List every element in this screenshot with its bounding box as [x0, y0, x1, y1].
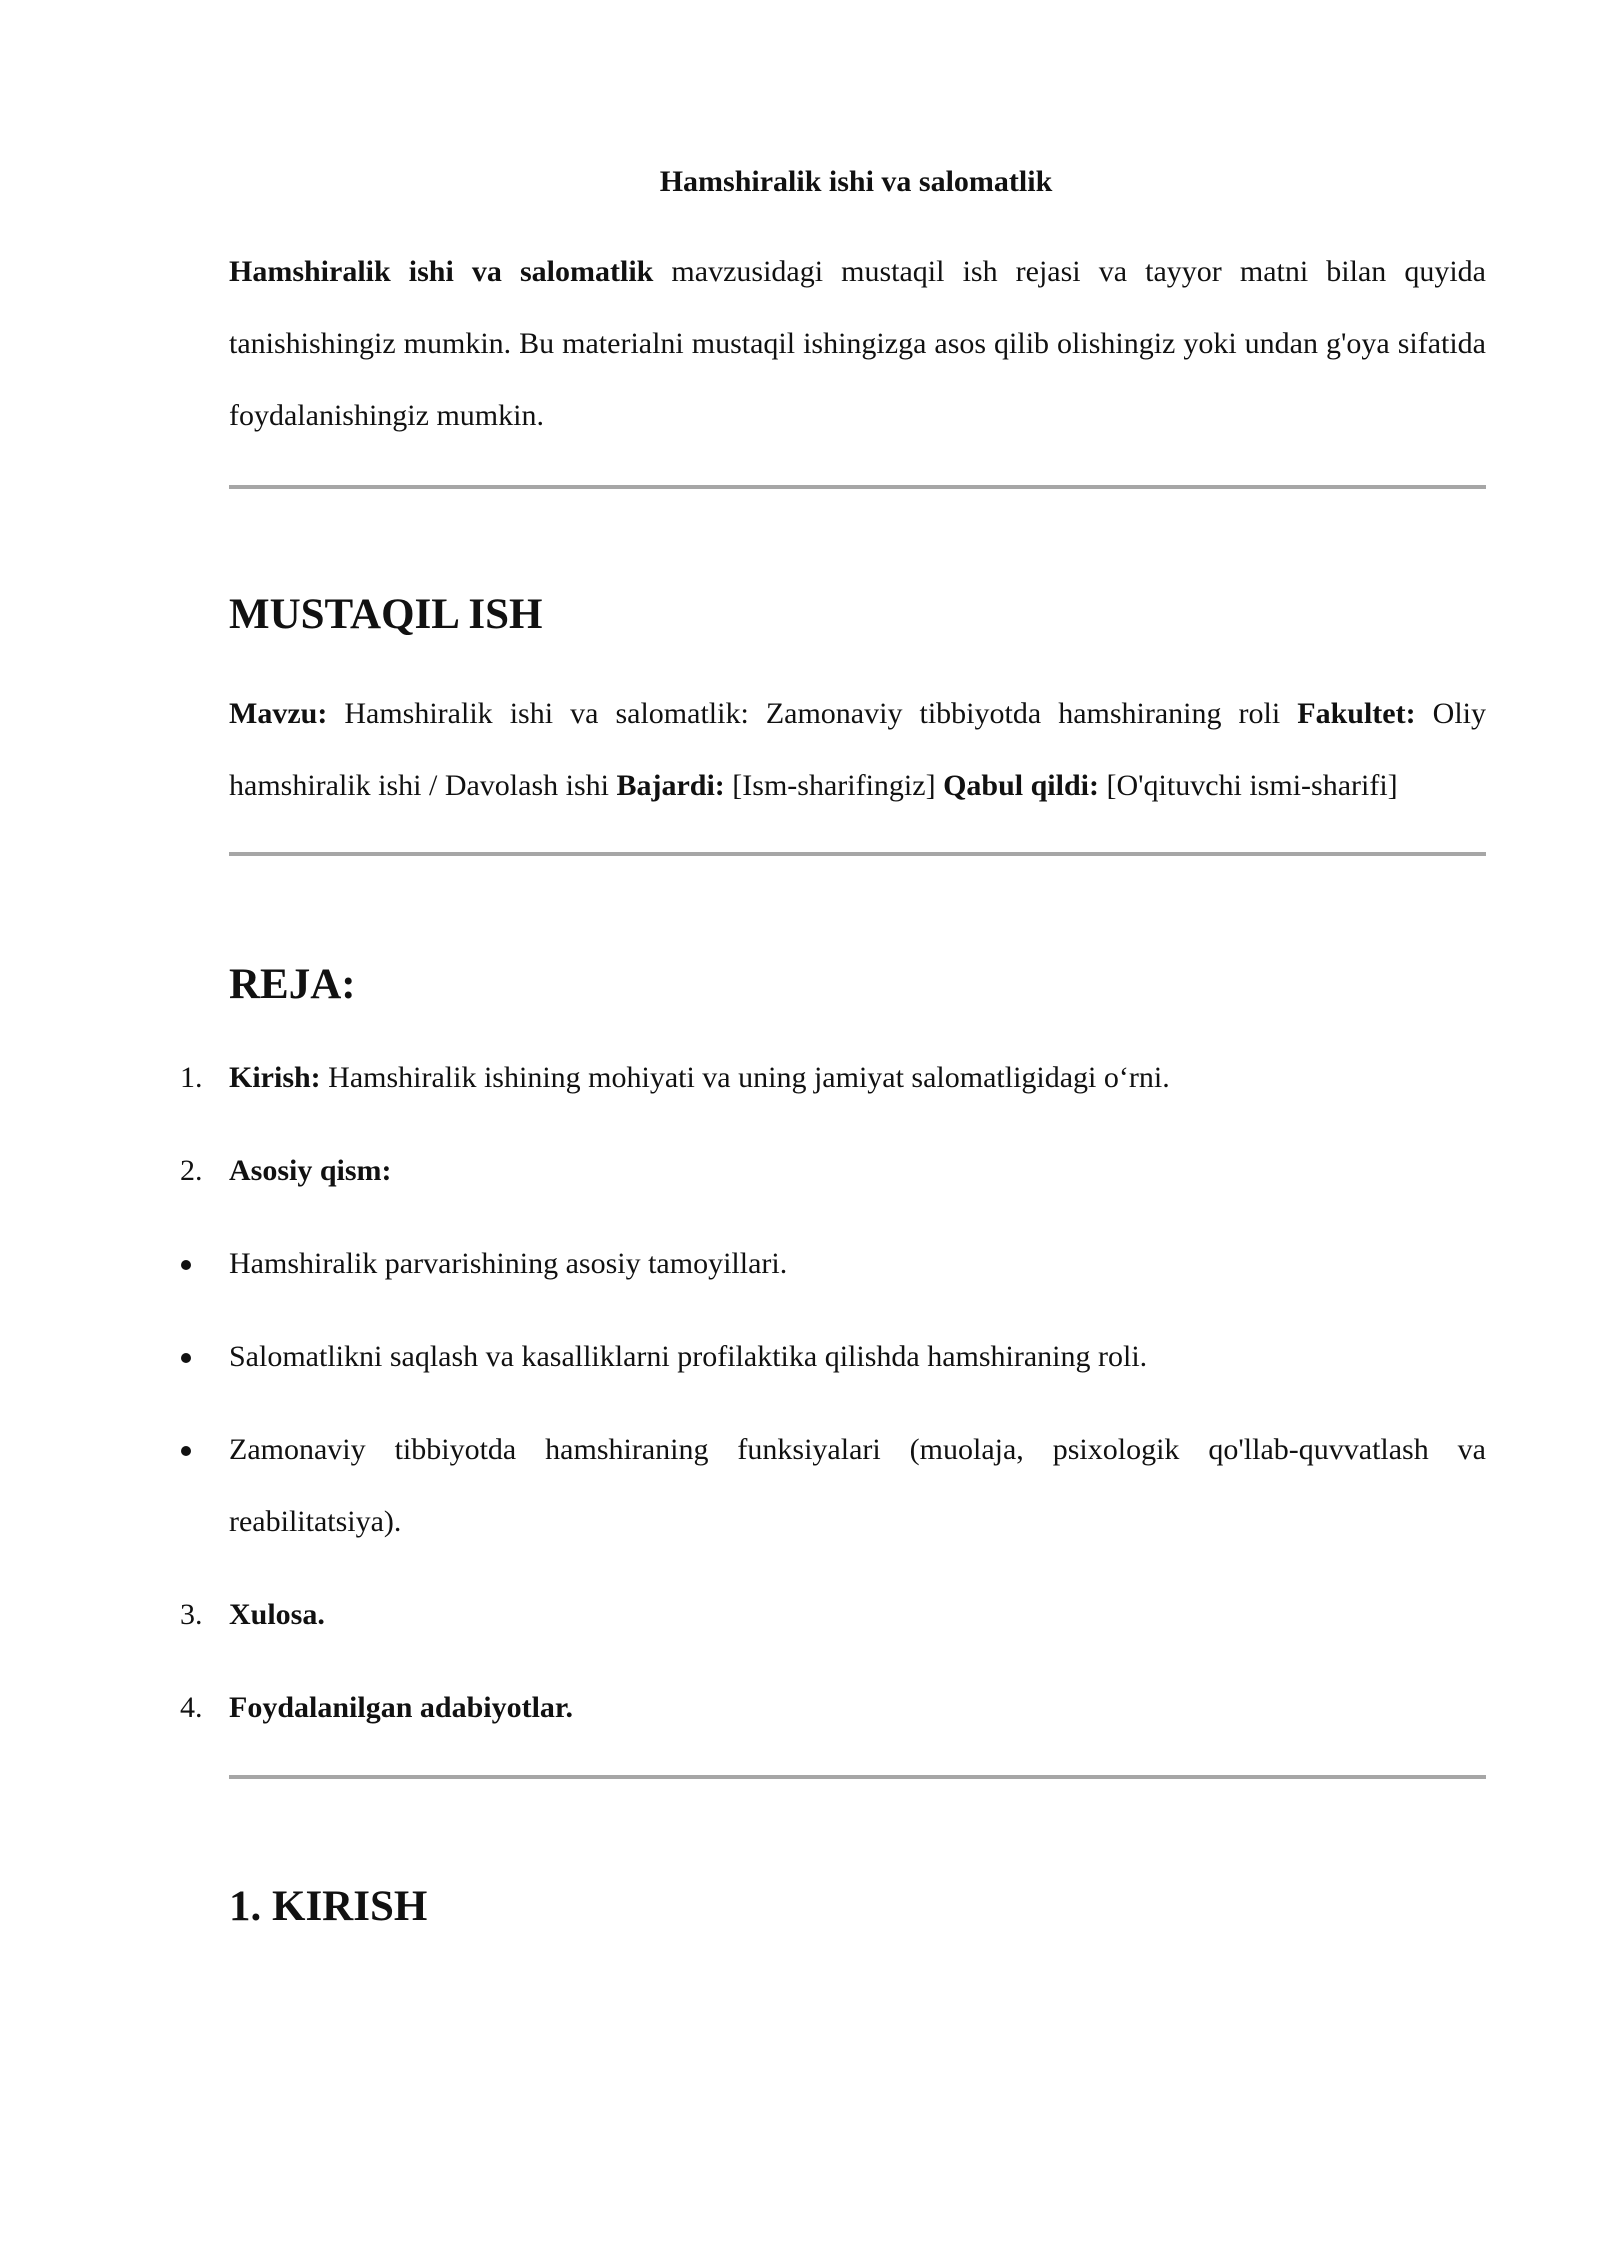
- bullet-icon: [181, 1446, 191, 1456]
- divider: [229, 485, 1486, 489]
- bullet-icon: [181, 1353, 191, 1363]
- meta-paragraph: [229, 678, 1486, 822]
- plan-item-title: Kirish:: [229, 1061, 321, 1094]
- done-label: Bajardi:: [616, 769, 725, 802]
- plan-item-title: Foydalanilgan adabiyotlar.: [229, 1691, 573, 1724]
- list-number: 1.: [180, 1061, 203, 1094]
- plan-subitem-text: Hamshiralik parvarishining asosiy tamoyillari.: [229, 1247, 788, 1280]
- heading-mustaqil-ish: MUSTAQIL ISH: [229, 591, 543, 638]
- heading-reja: REJA:: [229, 961, 356, 1008]
- bullet-icon: [181, 1260, 191, 1270]
- plan-item-xulosa: [0, 1579, 1600, 1651]
- intro-text: mavzusidagi mustaqil ish rejasi va tayyor matni bilan quyida tanishishingiz mumkin. Bu materialni mustaqil ishingizga asos qilib olishingiz yoki undan g'oya sifatida foydalanishingiz mumkin.: [229, 255, 1486, 432]
- plan-list: [0, 1042, 1600, 1765]
- plan-item-asosiy-qism: [0, 1135, 1600, 1207]
- list-number: 4.: [180, 1691, 203, 1724]
- divider: [229, 852, 1486, 856]
- topic-label: Mavzu:: [229, 697, 328, 730]
- topic-value: Hamshiralik ishi va salomatlik: Zamonaviy tibbiyotda hamshiraning roli: [327, 697, 1298, 730]
- plan-subitem: [0, 1321, 1600, 1393]
- plan-item-adabiyotlar: [0, 1672, 1600, 1744]
- intro-lead: Hamshiralik ishi va salomatlik: [229, 255, 654, 288]
- faculty-label: Fakultet:: [1297, 697, 1416, 730]
- intro-paragraph: [229, 236, 1486, 452]
- list-number: 3.: [180, 1598, 203, 1631]
- plan-subitem-text: Zamonaviy tibbiyotda hamshiraning funksiyalari (muolaja, psixologik qo'llab-quvvatlash va reabilitatsiya).: [229, 1433, 1486, 1538]
- plan-item-title: Xulosa.: [229, 1598, 325, 1631]
- accepted-label: Qabul qildi:: [943, 769, 1099, 802]
- divider: [229, 1775, 1486, 1779]
- document-title: Hamshiralik ishi va salomatlik: [659, 165, 1053, 198]
- list-number: 2.: [180, 1154, 203, 1187]
- faculty-value: Oliy hamshiralik ishi / Davolash ishi: [229, 697, 1486, 802]
- accepted-value: [O'qituvchi ismi-sharifi]: [1098, 769, 1398, 802]
- plan-subitem: [0, 1228, 1600, 1300]
- plan-item-kirish: [0, 1042, 1600, 1114]
- plan-item-title: Asosiy qism:: [229, 1154, 392, 1187]
- heading-kirish: 1. KIRISH: [229, 1883, 428, 1930]
- done-value: [Ism-sharifingiz]: [724, 769, 944, 802]
- plan-subitem: [0, 1414, 1600, 1558]
- plan-subitem-text: Salomatlikni saqlash va kasalliklarni profilaktika qilishda hamshiraning roli.: [229, 1340, 1148, 1373]
- plan-item-text: Hamshiralik ishining mohiyati va uning jamiyat salomatligidagi o‘rni.: [320, 1061, 1170, 1094]
